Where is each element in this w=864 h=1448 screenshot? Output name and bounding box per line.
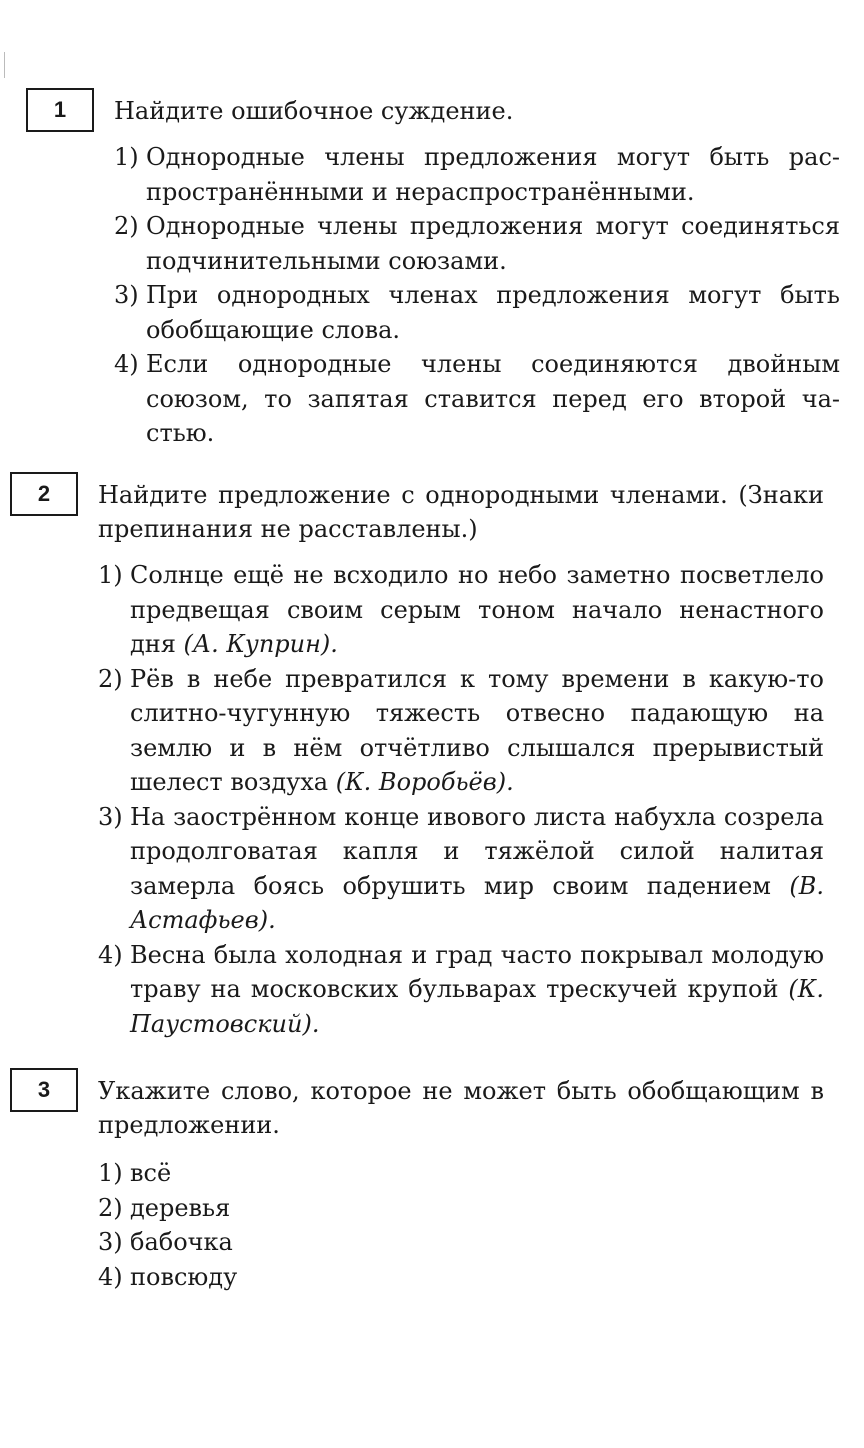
- option-text: Если однородные члены соединяются двойным союзом, то запятая ставится перед его второй частью.: [146, 350, 840, 447]
- option-text: Весна была холодная и град часто покрывал молодую траву на московских бульварах трескучей крупой: [130, 940, 824, 1003]
- answer-option[interactable]: [114, 209, 840, 278]
- option-text: бабочка: [130, 1228, 233, 1256]
- option-author: (В. Астафьев).: [130, 871, 824, 934]
- option-number: 4): [98, 1262, 123, 1291]
- answer-option[interactable]: [98, 938, 824, 1042]
- option-number: 4): [114, 350, 139, 378]
- option-number: 1): [98, 561, 123, 589]
- option-text: деревья: [130, 1193, 231, 1222]
- option-text: Однородные члены предложения могут соединяться подчинительными союзами.: [146, 212, 840, 275]
- answer-option[interactable]: [114, 347, 840, 451]
- answer-option[interactable]: [98, 800, 824, 938]
- answer-options: [98, 558, 824, 1041]
- option-author: (А. Куприн).: [183, 630, 338, 658]
- page-edge-mark: [4, 52, 5, 78]
- task-number-box: 1: [26, 88, 94, 132]
- task-question: Найдите предложение с однородными членами. (Знаки препинания не расставлены.): [98, 481, 824, 543]
- option-text: При однородных членах предложения могут быть обобщающие слова.: [146, 281, 840, 344]
- option-author: (К. Воробьёв).: [335, 768, 514, 796]
- option-text: Однородные члены предложения могут быть распространёнными и нераспространёнными.: [146, 143, 840, 206]
- option-number: 2): [114, 212, 139, 240]
- answer-option[interactable]: [98, 1156, 824, 1191]
- option-text: На заострённом конце ивового листа набухла созрела продолговатая капля и тяжёлой силой налитая замерла боясь обрушить мир своим падением: [130, 802, 824, 900]
- answer-option[interactable]: [98, 1191, 824, 1226]
- task-question: Найдите ошибочное суждение.: [114, 97, 514, 125]
- option-number: 1): [114, 143, 139, 171]
- option-number: 3): [114, 281, 139, 309]
- option-text: Рёв в небе превратился к тому времени в какую-то слитно-чугунную тяжесть отвесно падающую на землю и в нём отчётливо слышался прерывистый шелест воздуха: [130, 664, 824, 796]
- answer-option[interactable]: [98, 662, 824, 800]
- task-number-box: 2: [10, 472, 78, 516]
- option-number: 1): [98, 1159, 123, 1187]
- answer-option[interactable]: [114, 140, 840, 209]
- option-number: 2): [98, 664, 123, 693]
- option-text: Солнце ещё не всходило но небо заметно посветлело предвещая своим серым тоном начало ненастного дня: [130, 561, 824, 658]
- task-question: Укажите слово, которое не может быть обобщающим в предложении.: [98, 1077, 824, 1139]
- answer-option[interactable]: [98, 1225, 824, 1260]
- task-number-box: 3: [10, 1068, 78, 1112]
- option-number: 3): [98, 802, 123, 831]
- answer-option[interactable]: [114, 278, 840, 347]
- option-number: 2): [98, 1193, 123, 1222]
- answer-options: [98, 1156, 824, 1294]
- option-number: 4): [98, 940, 123, 969]
- option-text: повсюду: [130, 1262, 238, 1291]
- option-author: (К. Паустовский).: [130, 975, 824, 1038]
- answer-option[interactable]: [98, 1260, 824, 1295]
- answer-option[interactable]: [98, 558, 824, 662]
- answer-options: [114, 140, 840, 451]
- option-text: всё: [130, 1159, 172, 1187]
- option-number: 3): [98, 1228, 123, 1256]
